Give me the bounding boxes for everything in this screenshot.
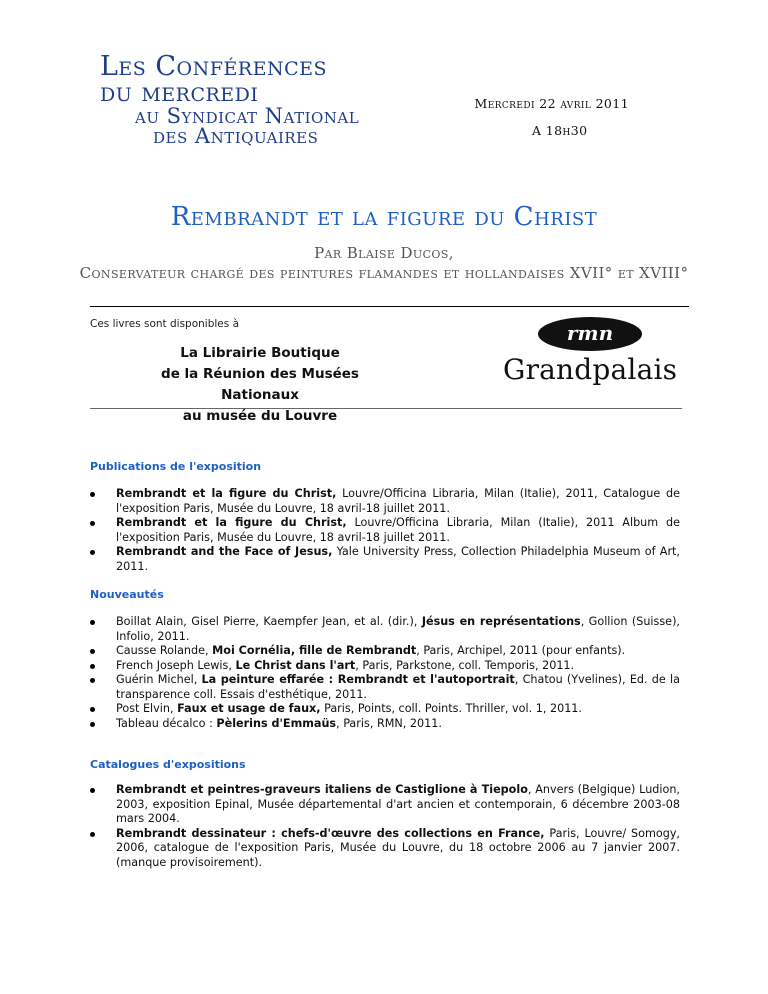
bullet-icon (90, 832, 95, 837)
divider-top (90, 306, 689, 307)
bullet-icon (90, 707, 95, 712)
bullet-icon (90, 620, 95, 625)
section-heading-catalogues: Catalogues d'expositions (90, 758, 246, 771)
bookshop-line-1: La Librairie Boutique (180, 345, 340, 361)
bullet-icon (90, 788, 95, 793)
event-date: Mercredi 22 avril 2011 (474, 96, 629, 111)
logo-line-3: au Syndicat National (135, 104, 360, 128)
bullet-icon (90, 492, 95, 497)
rmn-logo-text: rmn (566, 321, 614, 345)
event-time: A 18h30 (532, 123, 588, 138)
bookshop-line-2: de la Réunion des Musées Nationaux (161, 366, 359, 403)
rmn-logo-mark (536, 316, 644, 352)
divider-bottom (90, 408, 682, 409)
page-title: Rembrandt et la figure du Christ (170, 202, 598, 232)
speaker-name: Par Blaise Ducos, (314, 244, 454, 262)
logo-line-4: des Antiquaires (153, 124, 319, 148)
grandpalais-logo-text: Grandpalais (503, 353, 678, 386)
bullet-icon (90, 550, 95, 555)
bookshop-line-3: au musée du Louvre (182, 408, 338, 424)
list-item: French Joseph Lewis, Le Christ dans l'art, Paris, Parkstone, coll. Temporis, 2011. (90, 659, 680, 674)
bullet-icon (90, 722, 95, 727)
nouveautes-list (90, 615, 680, 731)
availability-intro: Ces livres sont disponibles à (90, 318, 240, 330)
list-item: Rembrandt et peintres-graveurs italiens de Castiglione à Tiepolo, Anvers (Belgique) Ludion, 2003, exposition Epinal, Musée départemental d'art ancien et contemporain, 6 décembre 2003-08 mars 2004. (90, 783, 680, 827)
list-item: Post Elvin, Faux et usage de faux, Paris, Points, coll. Points. Thriller, vol. 1, 2011. (90, 702, 680, 717)
section-heading-nouveautes: Nouveautés (90, 588, 164, 601)
bullet-icon (90, 664, 95, 669)
bullet-icon (90, 649, 95, 654)
list-item: Rembrandt et la figure du Christ, Louvre/Officina Libraria, Milan (Italie), 2011, Catalogue de l'exposition Paris, Musée du Louvre, 18 avril-18 juillet 2011. (90, 487, 680, 516)
list-item: Tableau décalco : Pèlerins d'Emmaüs, Paris, RMN, 2011. (90, 717, 680, 732)
logo-line-1: Les Conférences (100, 51, 328, 82)
logo-line-2: du mercredi (100, 77, 259, 108)
publications-list (90, 487, 680, 574)
list-item: Guérin Michel, La peinture effarée : Rembrandt et l'autoportrait, Chatou (Yvelines), Ed. de la transparence coll. Essais d'esthétique, 2011. (90, 673, 680, 702)
bullet-icon (90, 678, 95, 683)
speaker-role: Conservateur chargé des peintures flamandes et hollandaises XVII° et XVIII° (79, 264, 689, 282)
list-item: Rembrandt et la figure du Christ, Louvre/Officina Libraria, Milan (Italie), 2011 Album de l'exposition Paris, Musée du Louvre, 18 avril-18 juillet 2011. (90, 516, 680, 545)
list-item: Rembrandt dessinateur : chefs-d'œuvre des collections en France, Paris, Louvre/ Somogy, 2006, catalogue de l'exposition Paris, Musée du Louvre, du 18 octobre 2006 au 7 janvier 2007. (manque provisoirement). (90, 827, 680, 871)
catalogues-list (90, 783, 680, 870)
list-item: Boillat Alain, Gisel Pierre, Kaempfer Jean, et al. (dir.), Jésus en représentations, Gollion (Suisse), Infolio, 2011. (90, 615, 680, 644)
list-item: Causse Rolande, Moi Cornélia, fille de Rembrandt, Paris, Archipel, 2011 (pour enfants). (90, 644, 680, 659)
bullet-icon (90, 521, 95, 526)
section-heading-publications: Publications de l'exposition (90, 460, 262, 473)
list-item: Rembrandt and the Face of Jesus, Yale University Press, Collection Philadelphia Museum of Art, 2011. (90, 545, 680, 574)
bookshop-name (140, 343, 380, 427)
